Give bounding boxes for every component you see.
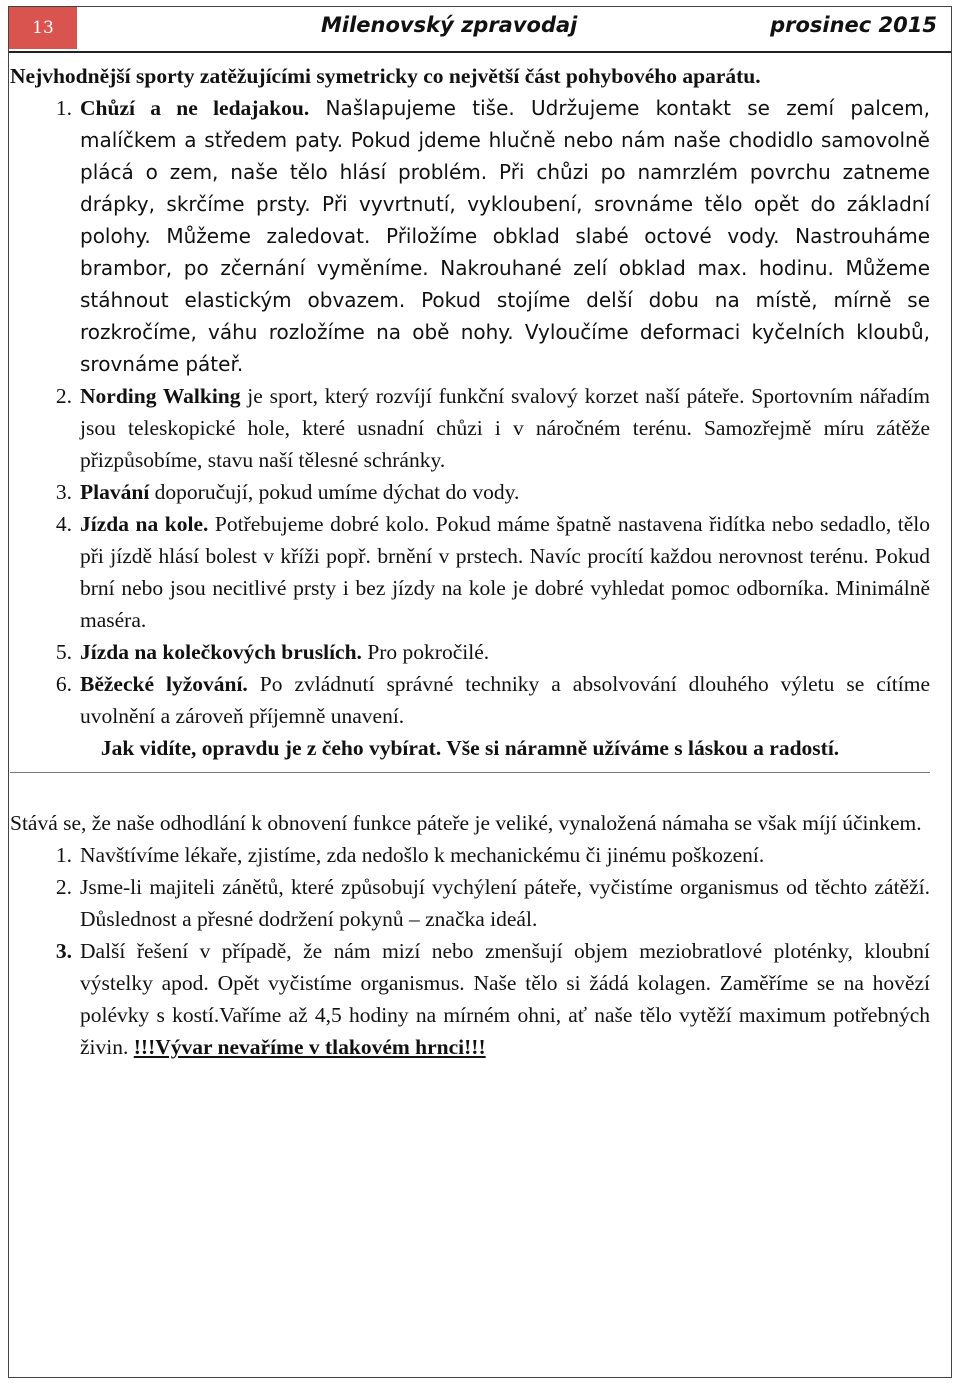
item-lead: Jízda na kolečkových bruslích.: [80, 640, 362, 664]
list-item: [10, 668, 930, 732]
list-item: [10, 92, 930, 380]
intro-heading: Nejvhodnější sporty zatěžujícími symetricky co největší část pohybového aparátu.: [10, 64, 761, 88]
issue-date: prosinec 2015: [770, 13, 937, 37]
section-divider: [10, 772, 930, 807]
conclusion: Jak vidíte, opravdu je z čeho vybírat. Vše si náramně užíváme s láskou a radostí.: [100, 736, 840, 760]
item-lead: Nording Walking: [80, 384, 241, 408]
item-number: 1.: [55, 96, 72, 120]
list-item: [10, 636, 930, 668]
item-text: Našlapujeme tiše. Udržujeme kontakt se zemí palcem, malíčkem a středem paty. Pokud jdeme hlučně nebo nám naše chodidlo samovolně plácá o zem, naše tělo hlásí problém. Při chůzi po namrzlém povrchu zatneme drápky, skrčíme prsty. Při vyvrtnutí, vykloubení, srovnáme tělo opět do základní polohy. Můžeme zaledovat. Přiložíme obklad slabé octové vody. Nastrouháme brambor, po zčernání vyměníme. Nakrouhané zelí obklad max. hodinu. Můžeme stáhnout elastickým obvazem. Pokud stojíme delší dobu na místě, mírně se rozkročíme, váhu rozložíme na obě nohy. Vyloučíme deformaci kyčelních kloubů, srovnáme páteř.: [80, 96, 930, 376]
list-item: [10, 935, 930, 1063]
list-item: [10, 380, 930, 476]
item-number: 1.: [55, 843, 72, 867]
item-text: doporučují, pokud umíme dýchat do vody.: [149, 480, 520, 504]
page-header: [9, 7, 951, 53]
item-text: je sport, který rozvíjí funkční svalový korzet naší páteře. Sportovním nářadím jsou teleskopické hole, které usnadní chůzi i v náročném terénu. Samozřejmě míru zátěže přizpůsobíme, stavu naší tělesné schránky.: [80, 384, 931, 472]
list-item: [10, 508, 930, 636]
item-text: Potřebujeme dobré kolo. Pokud máme špatně nastavena řidítka nebo sedadlo, tělo při jízdě hlásí bolest v kříži popř. brnění v prstech. Navíc procítí každou nerovnost terénu. Pokud brní nebo jsou necitlivé prsty i bez jízdy na kole je dobré vyhledat pomoc odborníka. Minimálně maséra.: [80, 512, 930, 632]
item-text: Další řešení v případě, že nám mizí nebo zmenšují objem meziobratlové ploténky, kloubní výstelky apod. Opět vyčistíme organismus. Naše tělo si žádá kolagen. Zaměříme se na hovězí polévky s kostí.Vaříme až 4,5 hodiny na mírném ohni, ať naše tělo vytěží maximum potřebných živin.: [80, 939, 930, 1059]
item-number: 5.: [55, 640, 72, 664]
item-text: Pro pokročilé.: [361, 640, 490, 664]
item-number: 2.: [55, 875, 72, 899]
item-number: 2.: [55, 384, 72, 408]
list-item: [10, 871, 930, 935]
item-number: 3.: [55, 939, 72, 963]
item-lead: Chůzí a ne ledajakou.: [80, 96, 310, 120]
item-number: 4.: [55, 512, 72, 536]
list-item: [10, 476, 930, 508]
item-text: Navštívíme lékaře, zjistíme, zda nedošlo k mechanickému či jinému poškození.: [80, 843, 765, 867]
item-number: 3.: [55, 480, 72, 504]
item-number: 6.: [55, 672, 72, 696]
warning-text: !!!Vývar nevaříme v tlakovém hrnci!!!: [133, 1035, 486, 1059]
second-intro: Stává se, že naše odhodlání k obnovení funkce páteře je veliké, vynaložená námaha se však míjí účinkem.: [10, 811, 922, 835]
item-lead: Jízda na kole.: [80, 512, 209, 536]
item-lead: Plavání: [80, 480, 150, 504]
item-text: Po zvládnutí správné techniky a absolvování dlouhého výletu se cítíme uvolnění a zároveň příjemně unavení.: [80, 672, 930, 728]
page-number: 13: [9, 7, 77, 49]
item-lead: Běžecké lyžování.: [80, 672, 248, 696]
item-text: Jsme-li majiteli zánětů, které způsobují vychýlení páteře, vyčistíme organismus od těchto zátěží. Důslednost a přesné dodržení pokynů – značka ideál.: [80, 875, 930, 931]
list-item: [10, 839, 930, 871]
newsletter-title: Milenovský zpravodaj: [321, 13, 578, 37]
article-body: [10, 60, 930, 1063]
